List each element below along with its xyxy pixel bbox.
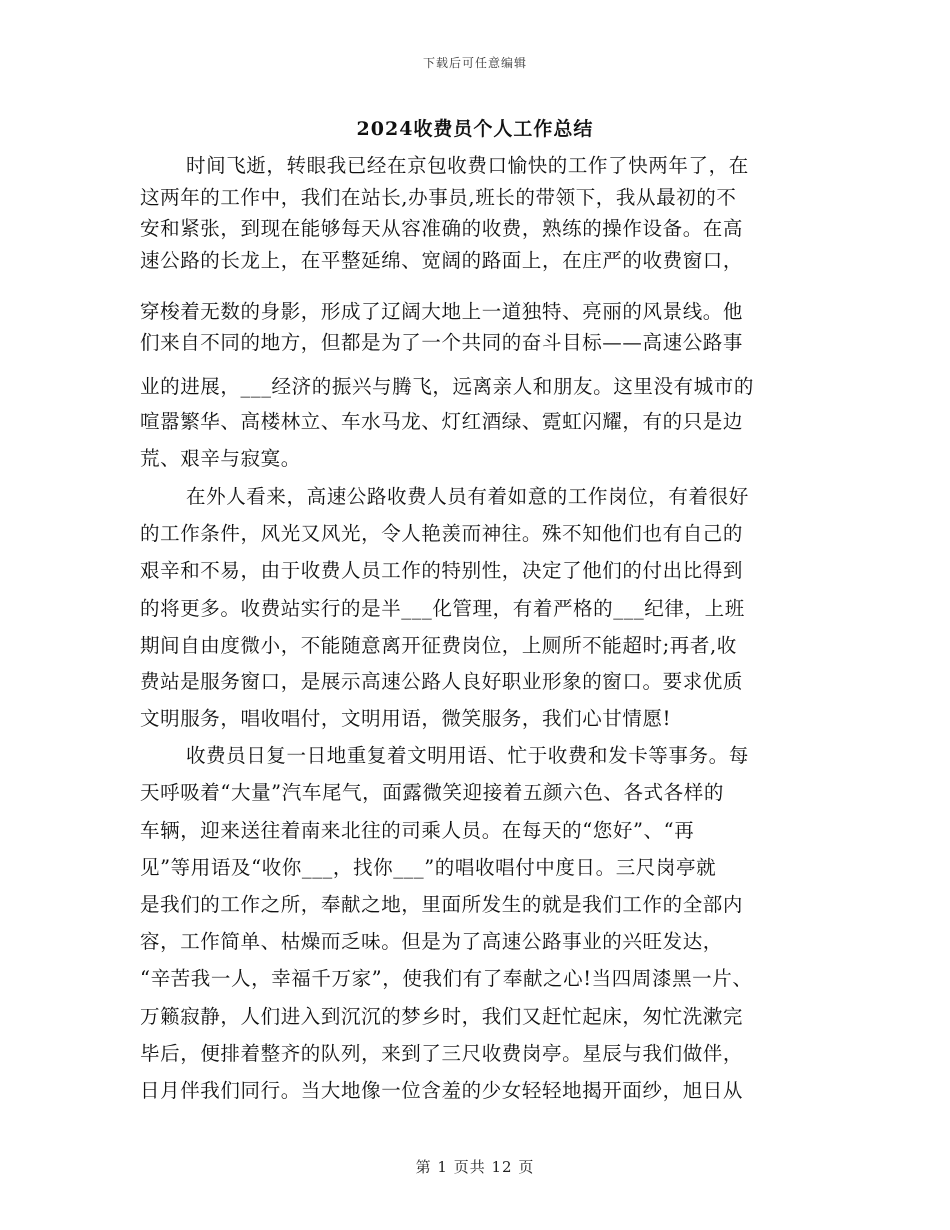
body-line: 这两年的工作中，我们在站长,办事员,班长的带领下，我从最初的不 bbox=[140, 186, 737, 209]
body-line: 费站是服务窗口，是展示高速公路人良好职业形象的窗口。要求优质 bbox=[140, 670, 744, 693]
body-line: 速公路的长龙上，在平整延绵、宽阔的路面上，在庄严的收费窗口， bbox=[140, 249, 744, 272]
body-line: 天呼吸着“大量”汽车尾气，面露微笑迎接着五颜六色、各式各样的 bbox=[140, 781, 724, 804]
page-footer: 第 1 页共 12 页 bbox=[415, 1158, 535, 1176]
body-line: 的将更多。收费站实行的是半___化管理，有着严格的___纪律，上班 bbox=[140, 597, 745, 620]
body-line: 日月伴我们同行。当大地像一位含羞的少女轻轻地揭开面纱，旭日从 bbox=[140, 1079, 744, 1102]
body-line: 喧嚣繁华、高楼林立、车水马龙、灯红酒绿、霓虹闪耀，有的只是边 bbox=[140, 410, 744, 433]
body-line: 们来自不同的地方，但都是为了一个共同的奋斗目标——高速公路事 bbox=[140, 331, 744, 354]
body-line: 见”等用语及“收你___，找你___”的唱收唱付中度日。三尺岗亭就 bbox=[140, 856, 717, 879]
body-line: 安和紧张，到现在能够每天从容准确的收费，熟练的操作设备。在高 bbox=[140, 217, 744, 240]
body-line: 是我们的工作之所，奉献之地，里面所发生的就是我们工作的全部内 bbox=[140, 893, 744, 916]
body-line: 时间飞逝，转眼我已经在京包收费口愉快的工作了快两年了，在 bbox=[186, 154, 749, 177]
body-line: 毕后，便排着整齐的队列，来到了三尺收费岗亭。星辰与我们做伴， bbox=[140, 1042, 744, 1065]
body-line: 容，工作简单、枯燥而乏味。但是为了高速公路事业的兴旺发达， bbox=[140, 930, 723, 953]
body-line: 荒、艰辛与寂寞。 bbox=[140, 447, 301, 470]
document-title: 2024收费员个人工作总结 bbox=[356, 118, 594, 140]
body-line: 车辆，迎来送往着南来北往的司乘人员。在每天的“您好”、“再 bbox=[140, 819, 695, 842]
body-line: 期间自由度微小，不能随意离开征费岗位，上厕所不能超时;再者,收 bbox=[140, 634, 737, 657]
page-header: 下载后可任意编辑 bbox=[422, 56, 527, 70]
body-line: 收费员日复一日地重复着文明用语、忙于收费和发卡等事务。每 bbox=[186, 744, 749, 767]
body-line: 在外人看来，高速公路收费人员有着如意的工作岗位，有着很好 bbox=[186, 485, 749, 508]
body-line: 万籁寂静，人们进入到沉沉的梦乡时，我们又赶忙起床，匆忙洗漱完 bbox=[140, 1005, 744, 1028]
body-line: 文明服务，唱收唱付，文明用语，微笑服务，我们心甘情愿! bbox=[140, 707, 672, 730]
body-line: “辛苦我一人，幸福千万家”，使我们有了奉献之心!当四周漆黑一片、 bbox=[140, 967, 753, 990]
body-line: 艰辛和不易，由于收费人员工作的特别性，决定了他们的付出比得到 bbox=[140, 559, 744, 582]
body-line: 业的进展，___经济的振兴与腾飞，远离亲人和朋友。这里没有城市的 bbox=[140, 375, 754, 398]
body-line: 的工作条件，风光又风光，令人艳羡而神往。殊不知他们也有自己的 bbox=[140, 522, 744, 545]
body-line: 穿梭着无数的身影，形成了辽阔大地上一道独特、亮丽的风景线。他 bbox=[140, 300, 744, 323]
